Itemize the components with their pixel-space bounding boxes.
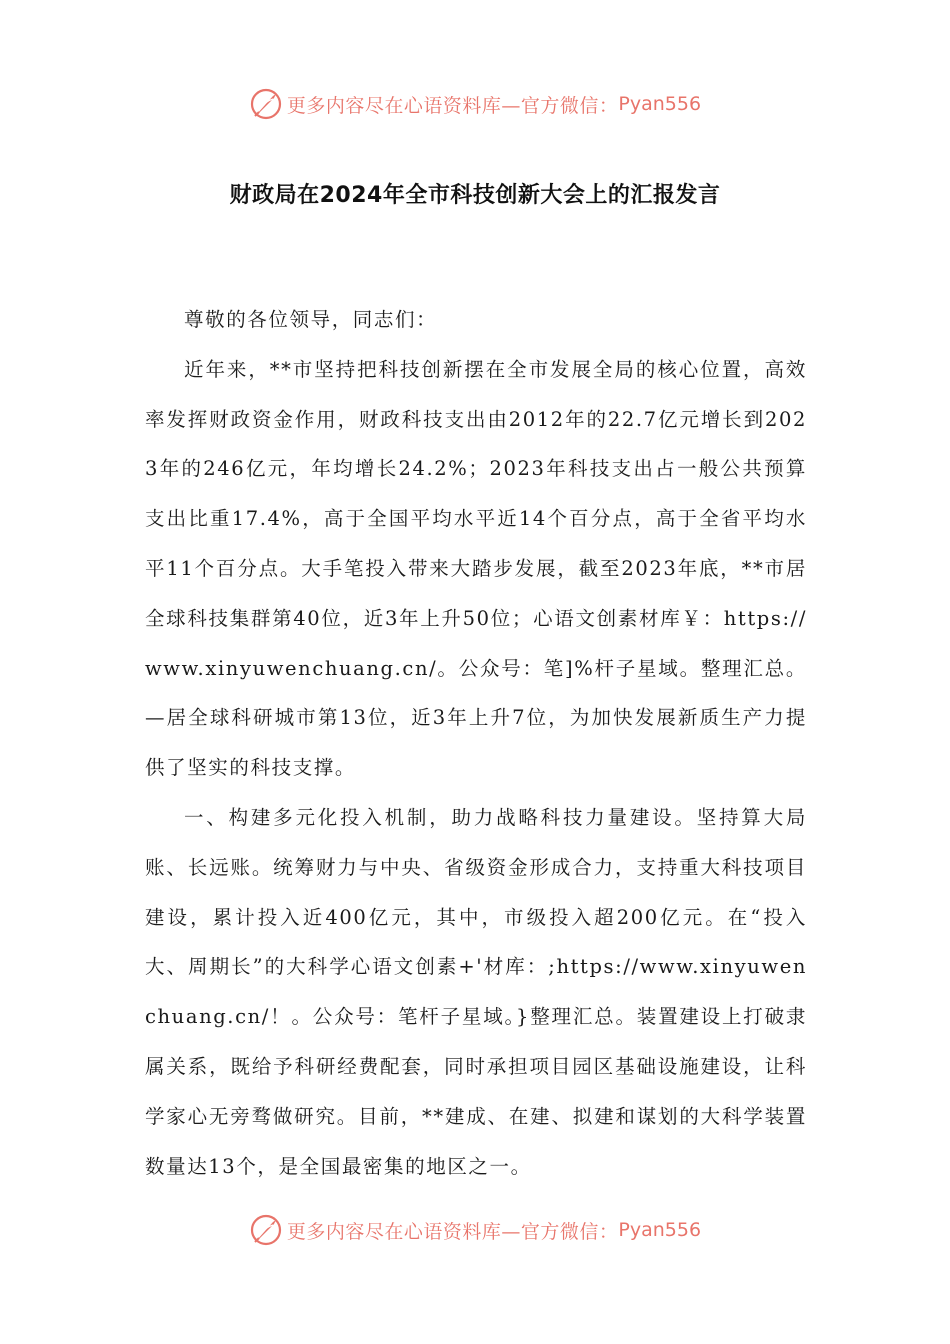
watermark-text: 更多内容尽在心语资料库—官方微信： <box>286 1220 619 1243</box>
watermark-text: 更多内容尽在心语资料库—官方微信： <box>286 94 619 117</box>
footer-watermark <box>0 1210 950 1250</box>
quill-circle-icon <box>249 1213 283 1247</box>
page-title: 财政局在2024年全市科技创新大会上的汇报发言 <box>229 183 721 208</box>
watermark-id: Pyan556 <box>618 93 702 115</box>
watermark-id: Pyan556 <box>618 1219 702 1241</box>
salutation: 尊敬的各位领导，同志们： <box>184 308 438 331</box>
header-watermark <box>0 84 950 124</box>
document-body <box>145 295 807 1191</box>
quill-circle-icon <box>249 87 283 121</box>
paragraph-1: 近年来，**市坚持把科技创新摆在全市发展全局的核心位置，高效率发挥财政资金作用，财政科技支出由2012年的22.7亿元增长到2023年的246亿元，年均增长24.2%；2023年科技支出占一般公共预算支出比重17.4%，高于全国平均水平近14个百分点，高于全省平均水平11个百分点。大手笔投入带来大踏步发展，截至2023年底，**市居全球科技集群第40位，近3年上升50位；心语文创素材库￥：https://www.xinyuwenchuang.cn/。公众号：笔]%杆子星域。整理汇总。—居全球科研城市第13位，近3年上升7位，为加快发展新质生产力提供了坚实的科技支撑。 <box>145 357 807 780</box>
paragraph-2: 一、构建多元化投入机制，助力战略科技力量建设。坚持算大局账、长远账。统筹财力与中央、省级资金形成合力，支持重大科技项目建设，累计投入近400亿元，其中，市级投入超200亿元。在“投入大、周期长”的大科学心语文创素+'材库：;https://www.xinyuwenchuang.cn/！。公众号：笔杆子星域。}整理汇总。装置建设上打破隶属关系，既给予科研经费配套，同时承担项目园区基础设施建设，让科学家心无旁骛做研究。目前，**建成、在建、拟建和谋划的大科学装置数量达13个，是全国最密集的地区之一。 <box>145 805 807 1178</box>
